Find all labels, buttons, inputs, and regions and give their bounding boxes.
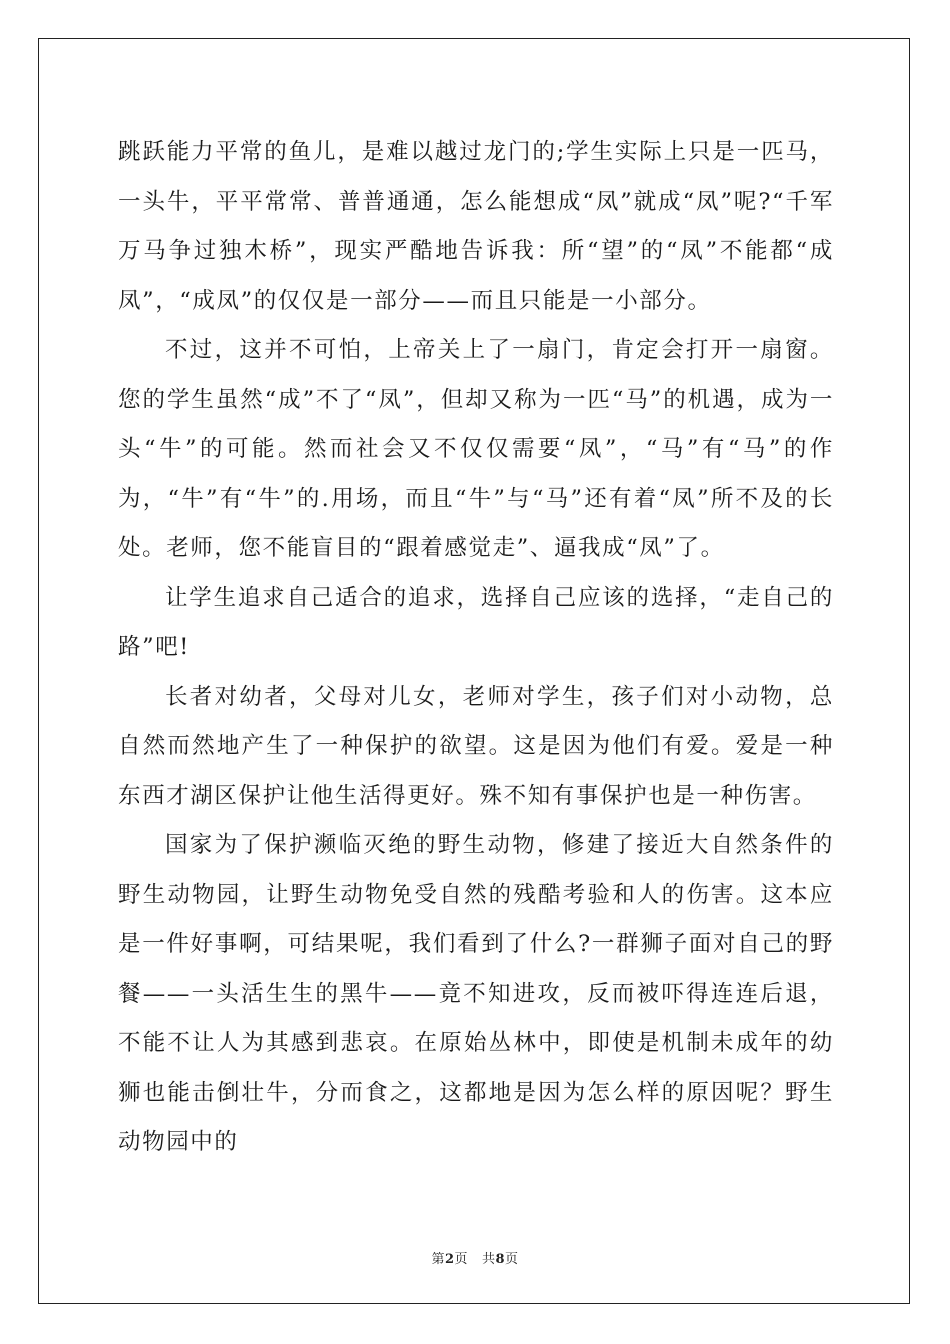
paragraph: 不过，这并不可怕，上帝关上了一扇门，肯定会打开一扇窗。您的学生虽然“成”不了“凤”，但却又称为一匹“马”的机遇，成为一头“牛”的可能。然而社会又不仅仅需要“凤”，“马”有“马”的作为，“牛”有“牛”的.用场，而且“牛”与“马”还有着“凤”所不及的长处。老师，您不能盲目的“跟着感觉走”、逼我成“凤”了。 [118, 337, 834, 561]
total-label-suffix: 页 [505, 1252, 519, 1267]
paragraph: 跳跃能力平常的鱼儿，是难以越过龙门的;学生实际上只是一匹马，一头牛，平平常常、普普通通，怎么能想成“凤”就成“凤”呢?“千军万马争过独木桥”，现实严酷地告诉我：所“望”的“凤”不能都“成凤”，“成凤”的仅仅是一部分——而且只能是一小部分。 [118, 139, 834, 314]
paragraph: 长者对幼者，父母对儿女，老师对学生，孩子们对小动物，总自然而然地产生了一种保护的欲望。这是因为他们有爱。爱是一种东西才湖区保护让他生活得更好。殊不知有事保护也是一种伤害。 [118, 683, 834, 809]
page-number: 2 [444, 1252, 455, 1267]
paragraph: 国家为了保护濒临灭绝的野生动物，修建了接近大自然条件的野生动物园，让野生动物免受自然的残酷考验和人的伤害。这本应是一件好事啊，可结果呢，我们看到了什么?一群狮子面对自己的野餐——一头活生生的黑牛——竟不知进攻，反而被吓得连连后退，不能不让人为其感到悲哀。在原始丛林中，即使是机制未成年的幼狮也能击倒壮牛，分而食之，这都地是因为怎么样的原因呢？野生动物园中的 [118, 832, 834, 1155]
page-label-suffix: 页 [454, 1252, 469, 1267]
total-pages: 8 [495, 1252, 506, 1267]
paragraph: 让学生追求自己适合的追求，选择自己应该的选择，“走自己的路”吧! [118, 584, 834, 660]
total-label-prefix: 共 [481, 1252, 496, 1267]
page-footer [0, 1248, 950, 1267]
page-label-prefix: 第 [431, 1252, 445, 1267]
document-body [118, 128, 834, 1168]
